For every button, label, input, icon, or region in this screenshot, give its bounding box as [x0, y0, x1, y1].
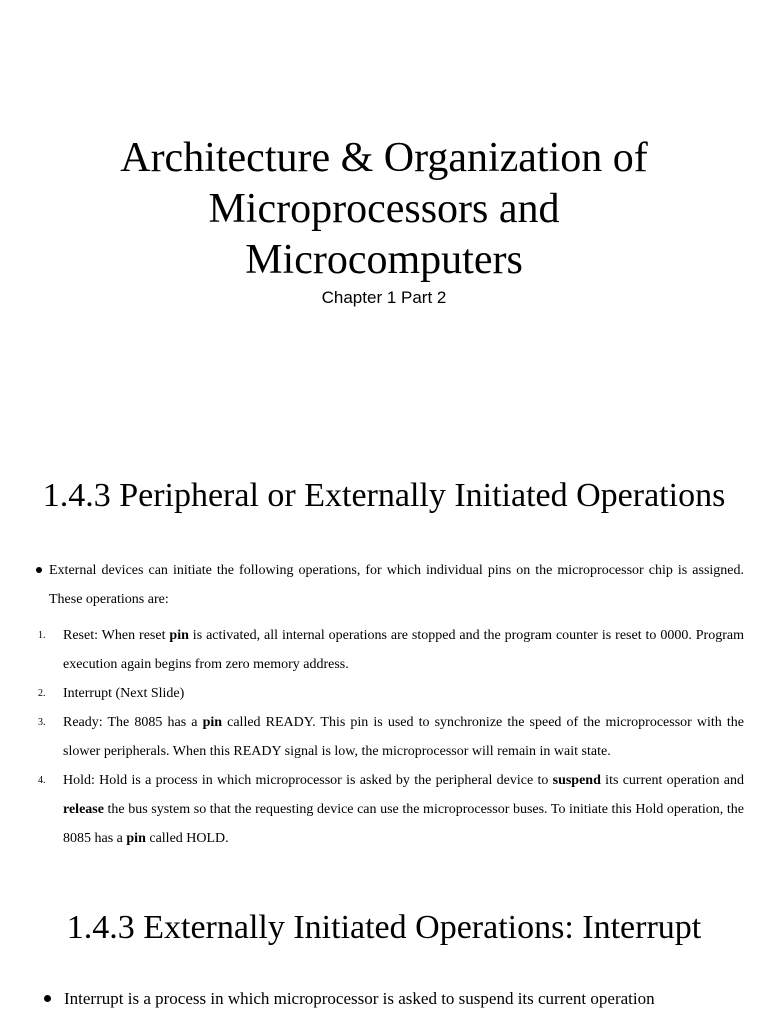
document-title	[0, 133, 768, 286]
list-item-ready: 3. Ready: The 8085 has a pin called READY. This pin is used to synchronize the speed of the microprocessor with the slower peripherals. When this READY signal is low, the microprocessor will remain in wait state.	[38, 708, 744, 766]
title-line-3: Microcomputers	[245, 237, 523, 283]
operations-list	[38, 621, 744, 853]
list-item-interrupt: 2. Interrupt (Next Slide)	[38, 679, 744, 708]
item-number: 1.	[38, 630, 46, 641]
title-line-1: Architecture & Organization of	[120, 135, 648, 181]
bullet-icon	[36, 567, 42, 573]
chapter-subtitle: Chapter 1 Part 2	[321, 288, 447, 307]
section-heading: 1.4.3 Peripheral or Externally Initiated Operations	[42, 477, 726, 514]
bullet-icon	[44, 995, 51, 1002]
title-line-2: Microprocessors and	[208, 186, 560, 232]
item-number: 3.	[38, 717, 46, 728]
list-item-hold: 4. Hold: Hold is a process in which microprocessor is asked by the peripheral device to suspend its current operation and release the bus system so that the requesting device can use the microprocessor buses. To initiate this Hold operation, the 8085 has a pin called HOLD.	[38, 766, 744, 853]
item-number: 2.	[38, 688, 46, 699]
intro-bullet	[36, 556, 744, 614]
list-item-reset: 1. Reset: When reset pin is activated, all internal operations are stopped and the program counter is reset to 0000. Program execution again begins from zero memory address.	[38, 621, 744, 679]
item-number: 4.	[38, 775, 46, 786]
intro-text: External devices can initiate the following operations, for which individual pins on the microprocessor chip is assigned. These operations are:	[49, 563, 744, 607]
section-heading: 1.4.3 Externally Initiated Operations: Interrupt	[66, 909, 702, 946]
interrupt-bullet	[44, 986, 744, 1012]
interrupt-text: Interrupt is a process in which microprocessor is asked to suspend its current operation	[64, 989, 655, 1008]
